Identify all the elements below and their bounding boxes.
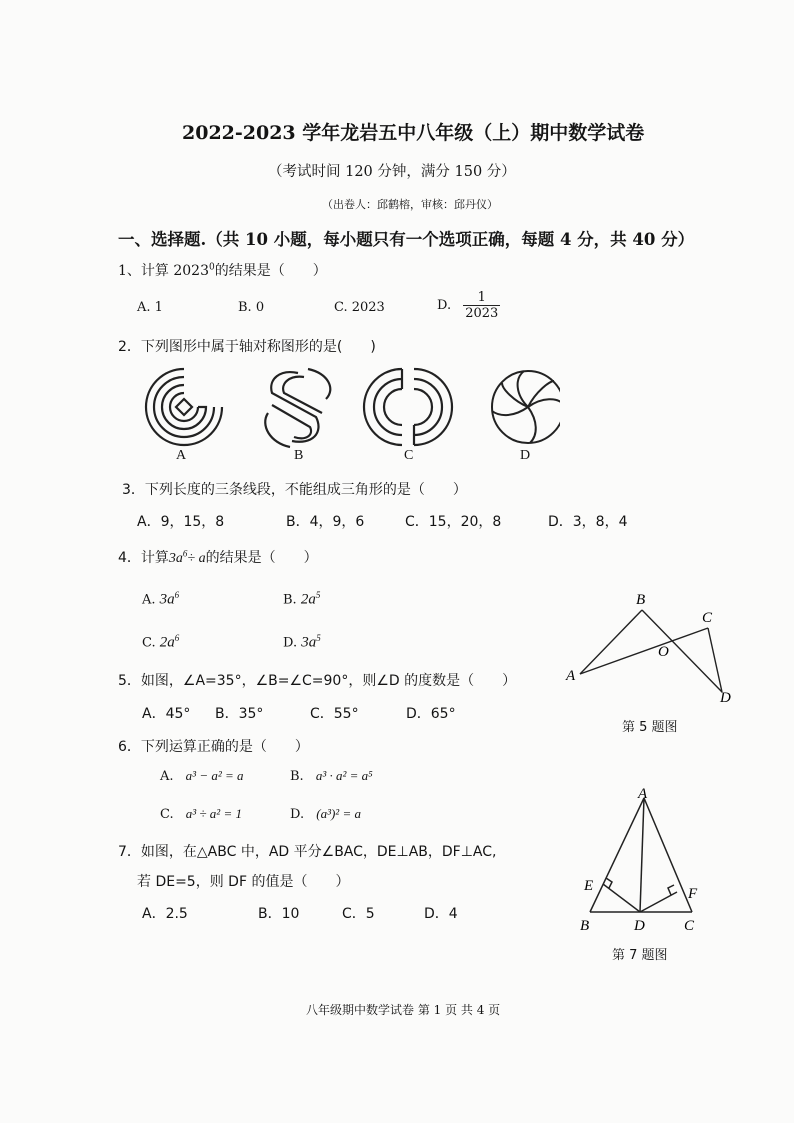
question-6: 6．下列运算正确的是（ ）	[118, 739, 309, 755]
page-title: 2022-2023 学年龙岩五中八年级（上）期中数学试卷	[182, 122, 645, 144]
section-heading: 一、选择题.（共 10 小题，每小题只有一个选项正确，每题 4 分，共 40 分）	[118, 230, 695, 249]
q3-option-b: B．4，9，6	[286, 514, 365, 530]
q1-option-c: C. 2023	[334, 300, 385, 315]
question-7-line2: 若 DE=5，则 DF 的值是（ ）	[137, 874, 350, 890]
q4-exponent: 6	[182, 548, 188, 559]
page-footer: 八年级期中数学试卷 第 1 页 共 4 页	[306, 1003, 501, 1017]
q6-c-label: C.	[160, 807, 174, 822]
q5-option-b: B．35°	[215, 706, 264, 722]
q5-option-a: A．45°	[142, 706, 191, 722]
q4-post: 的结果是（ ）	[205, 550, 318, 566]
q4-expr2: ÷ a	[187, 551, 206, 566]
q4-a-val: 3a	[159, 591, 175, 608]
q4-b-label: B.	[283, 592, 297, 608]
q7-point-d: D	[634, 918, 645, 934]
q5-point-o: O	[658, 644, 669, 660]
q1-post: 的结果是（ ）	[214, 263, 327, 279]
question-2: 2．下列图形中属于轴对称图形的是( )	[118, 339, 376, 355]
question-3: 3．下列长度的三条线段，不能组成三角形的是（ ）	[122, 482, 467, 498]
q2-label-a: A	[176, 448, 187, 463]
q4-option-c	[142, 633, 179, 651]
q4-option-d	[283, 633, 321, 651]
q6-c-expr: a³ ÷ a² = 1	[185, 806, 242, 821]
q1-option-d	[437, 290, 500, 321]
figure-a-spiral-icon	[146, 369, 222, 445]
q5-point-d: D	[720, 690, 731, 706]
fraction-denominator: 2023	[465, 306, 499, 321]
q7-point-e: E	[584, 878, 594, 894]
q4-option-a	[142, 590, 179, 608]
q7-point-b: B	[580, 918, 590, 934]
q4-expr: 3a	[168, 551, 183, 566]
question-1	[118, 260, 327, 280]
figure-c-rings-icon	[364, 369, 452, 445]
q2-label-d: D	[520, 448, 531, 463]
exam-info: （考试时间 120 分钟，满分 150 分）	[268, 164, 516, 180]
q4-d-sup: 5	[316, 633, 321, 643]
question-7-line1: 7．如图，在△ABC 中，AD 平分∠BAC，DE⊥AB，DF⊥AC,	[118, 844, 497, 860]
q6-b-label: B.	[290, 769, 304, 784]
q4-c-label: C.	[142, 635, 156, 651]
fraction-numerator: 1	[463, 290, 500, 306]
q5-option-c: C．55°	[310, 706, 359, 722]
q4-c-sup: 6	[174, 633, 180, 643]
q7-figure	[574, 784, 714, 936]
q1-exponent: 0	[209, 262, 215, 273]
q5-point-c: C	[702, 610, 713, 626]
question-5: 5．如图，∠A=35°，∠B=∠C=90°，则∠D 的度数是（ ）	[118, 673, 517, 689]
q7-option-d: D．4	[424, 906, 458, 922]
q3-option-a: A．9，15，8	[137, 514, 225, 530]
q4-d-label: D.	[283, 635, 298, 651]
q6-option-d	[290, 806, 361, 822]
q7-option-b: B．10	[258, 906, 300, 922]
q5-point-b: B	[636, 592, 646, 608]
q6-d-label: D.	[290, 807, 305, 822]
q4-a-sup: 6	[174, 590, 180, 600]
q5-point-a: A	[566, 668, 576, 684]
q7-point-a: A	[638, 786, 648, 802]
q1-option-b: B. 0	[238, 300, 265, 315]
q4-d-val: 3a	[301, 634, 317, 651]
q6-a-label: A.	[160, 769, 174, 784]
q4-option-b	[283, 590, 320, 608]
q3-option-d: D．3，8，4	[548, 514, 628, 530]
q5-option-d: D．65°	[406, 706, 456, 722]
q5-caption: 第 5 题图	[622, 720, 678, 735]
q7-option-c: C．5	[342, 906, 375, 922]
q1-d-fraction	[463, 290, 500, 321]
q1-pre: 1、计算 2023	[118, 263, 209, 279]
q6-d-expr: (a³)² = a	[316, 806, 361, 821]
q7-point-c: C	[684, 918, 695, 934]
q2-label-b: B	[294, 448, 304, 463]
q3-option-c: C．15，20，8	[405, 514, 502, 530]
q6-option-b	[290, 768, 373, 784]
q4-b-val: 2a	[300, 591, 316, 608]
q1-d-label: D.	[437, 298, 452, 313]
figure-b-s-icon	[265, 369, 330, 447]
q7-point-f: F	[688, 886, 698, 902]
q7-caption: 第 7 题图	[612, 948, 668, 963]
q6-b-expr: a³ · a² = a⁵	[315, 768, 373, 783]
authors-line: （出卷人：邱鹤榕，审核：邱丹仪）	[322, 198, 498, 211]
q4-b-sup: 5	[315, 590, 321, 600]
q6-option-a	[160, 768, 244, 784]
q5-figure	[560, 588, 740, 708]
q1-option-a: A. 1	[137, 300, 163, 315]
q6-a-expr: a³ − a² = a	[185, 768, 244, 783]
q2-label-c: C	[404, 448, 414, 463]
q6-option-c	[160, 806, 242, 822]
q4-a-label: A.	[142, 592, 156, 608]
question-4	[118, 547, 318, 567]
q2-figures	[140, 365, 560, 450]
figure-d-pinwheel-icon	[492, 371, 560, 443]
q4-c-val: 2a	[159, 634, 175, 651]
q4-pre: 4．计算	[118, 550, 169, 566]
q7-option-a: A．2.5	[142, 906, 188, 922]
